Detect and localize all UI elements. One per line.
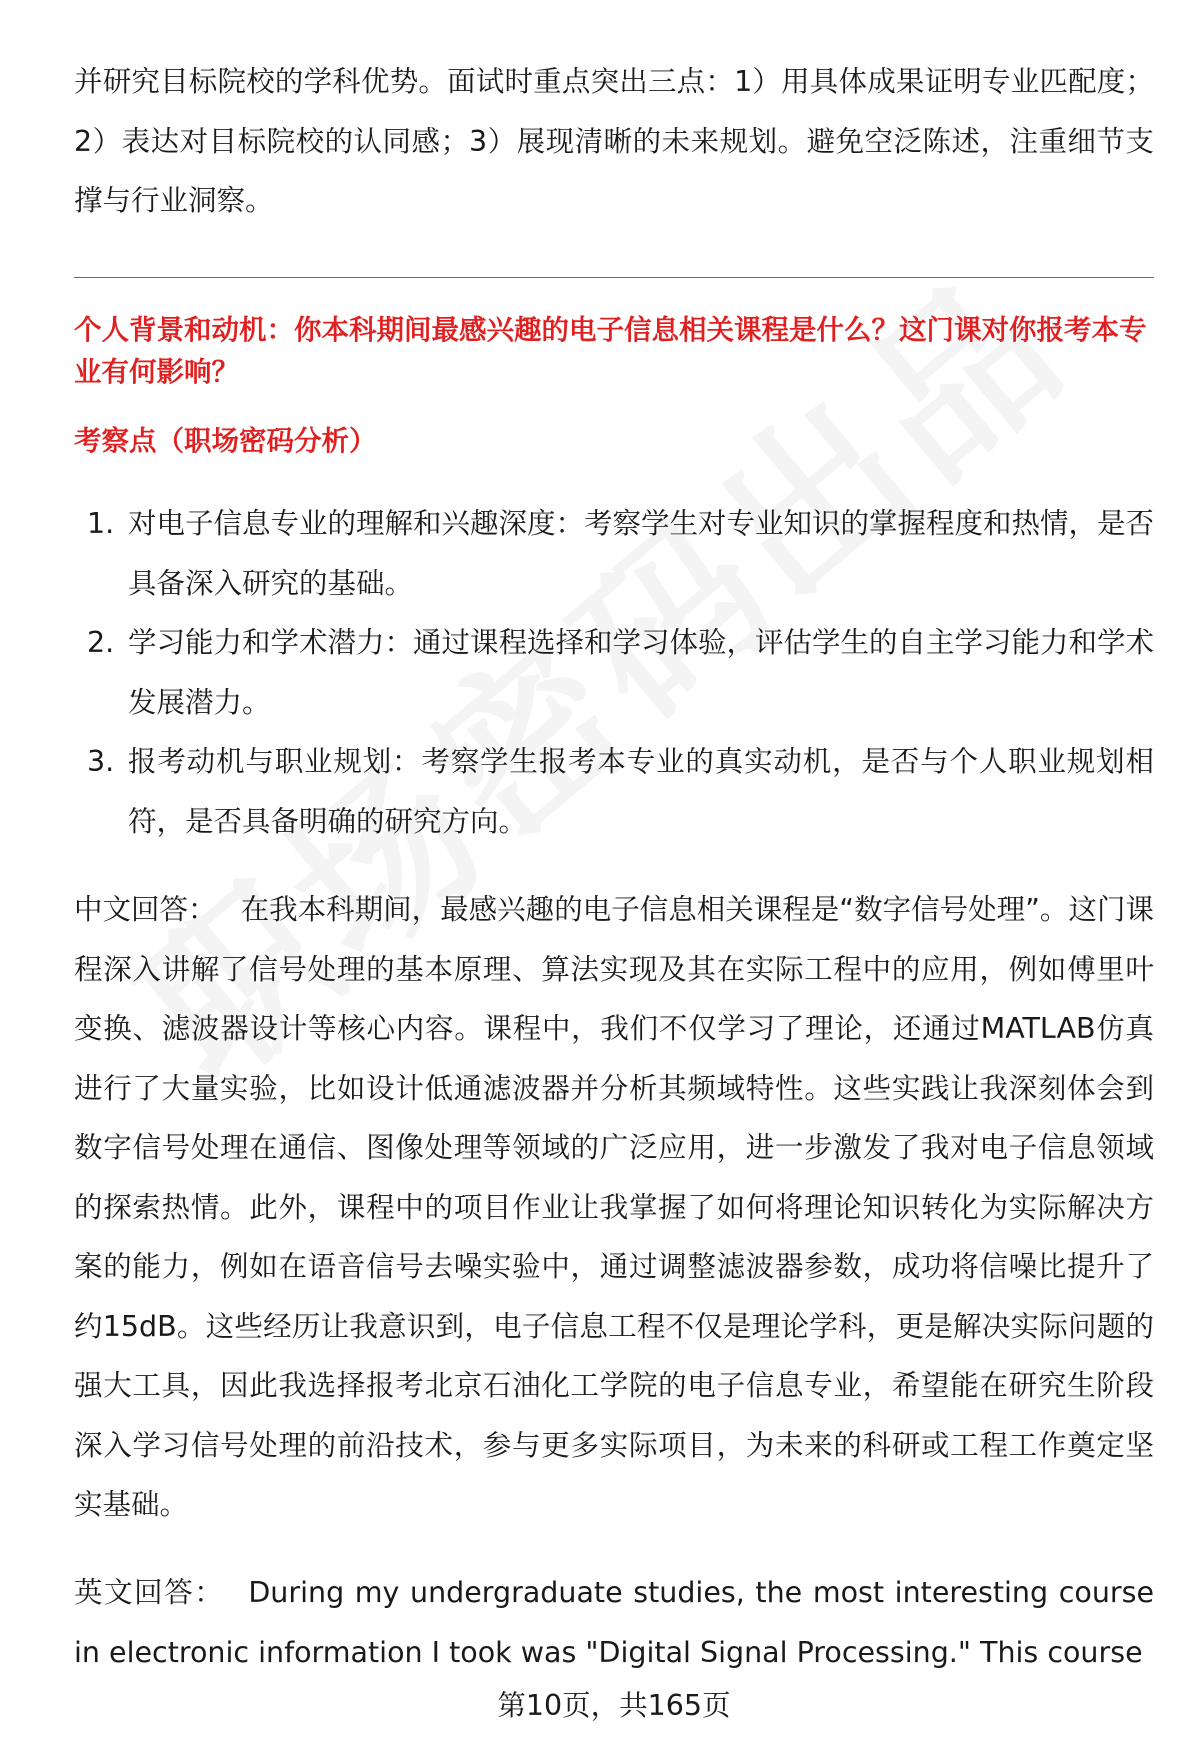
english-answer bbox=[74, 1563, 1154, 1682]
assessment-item-number: 1. bbox=[87, 507, 115, 540]
section-divider bbox=[74, 277, 1154, 278]
assessment-item-text: 对电子信息专业的理解和兴趣深度：考察学生对专业知识的掌握程度和热情，是否具备深入研究的基础。 bbox=[128, 507, 1155, 600]
intro-paragraph: 并研究目标院校的学科优势。面试时重点突出三点：1）用具体成果证明专业匹配度；2）表达对目标院校的认同感；3）展现清晰的未来规划。避免空泛陈述，注重细节支撑与行业洞察。 bbox=[74, 65, 1154, 217]
assessment-heading: 考察点（职场密码分析） bbox=[74, 425, 377, 457]
assessment-item bbox=[74, 613, 1154, 732]
assessment-item-text: 报考动机与职业规划：考察学生报考本专业的真实动机，是否与个人职业规划相符，是否具备明确的研究方向。 bbox=[128, 745, 1154, 838]
assessment-item-number: 3. bbox=[87, 745, 115, 778]
chinese-answer-text: 在我本科期间，最感兴趣的电子信息相关课程是“数字信号处理”。这门课程深入讲解了信号处理的基本原理、算法实现及其在实际工程中的应用，例如傅里叶变换、滤波器设计等核心内容。课程中，我们不仅学习了理论，还通过MATLAB仿真进行了大量实验，比如设计低通滤波器并分析其频域特性。这些实践让我深刻体会到数字信号处理在通信、图像处理等领域的广泛应用，进一步激发了我对电子信息领域的探索热情。此外，课程中的项目作业让我掌握了如何将理论知识转化为实际解决方案的能力，例如在语音信号去噪实验中，通过调整滤波器参数，成功将信噪比提升了约15dB。这些经历让我意识到，电子信息工程不仅是理论学科，更是解决实际问题的强大工具，因此我选择报考北京石油化工学院的电子信息专业，希望能在研究生阶段深入学习信号处理的前沿技术，参与更多实际项目，为未来的科研或工程工作奠定坚实基础。 bbox=[74, 893, 1154, 1521]
document-page bbox=[74, 0, 1156, 1755]
chinese-answer bbox=[74, 880, 1154, 1535]
english-answer-label: 英文回答： bbox=[74, 1576, 225, 1609]
page-number: 第10页，共165页 bbox=[497, 1689, 731, 1722]
chinese-answer-label: 中文回答： bbox=[74, 893, 217, 926]
english-answer-text: During my undergraduate studies, the most interesting course in electronic information I took was "Digital Signal Processing." This course bbox=[74, 1576, 1154, 1669]
assessment-item bbox=[74, 494, 1154, 613]
assessment-item bbox=[74, 732, 1154, 851]
assessment-list bbox=[74, 494, 1154, 851]
assessment-item-text: 学习能力和学术潜力：通过课程选择和学习体验，评估学生的自主学习能力和学术发展潜力。 bbox=[128, 626, 1155, 719]
assessment-item-number: 2. bbox=[87, 626, 115, 659]
interview-question: 个人背景和动机：你本科期间最感兴趣的电子信息相关课程是什么？这门课对你报考本专业有何影响？ bbox=[74, 314, 1147, 388]
